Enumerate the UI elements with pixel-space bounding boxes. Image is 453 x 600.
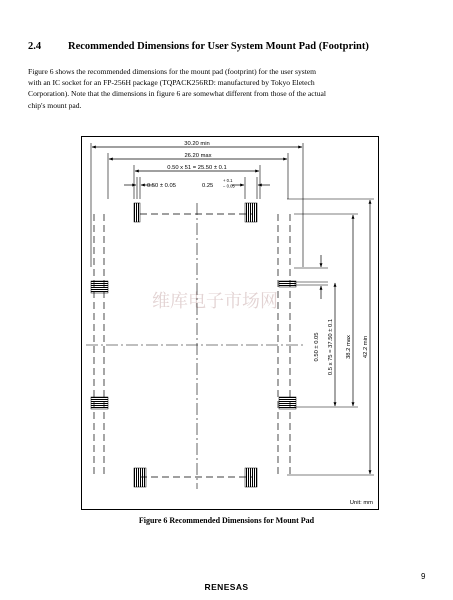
dim-pad-width: 0.50 ± 0.05 [147,183,176,189]
dim-pad-length: 0.25 [202,183,214,189]
figure-caption: Figure 6 Recommended Dimensions for Mount Pad [138,516,315,525]
pad-bottom-right [245,468,257,487]
section-number: 2.4 [28,41,42,52]
footprint-drawing [82,137,380,511]
dim-pitch-span: 0.50 x 51 = 25.50 ± 0.1 [167,165,227,171]
intro-paragraph [28,66,428,111]
unit-label: Unit: mm [349,500,373,506]
pad-right-lower [279,397,296,409]
section-title: Recommended Dimensions for User System Mount Pad (Footprint) [68,41,369,52]
dim-v-min: 42.2 min [363,335,369,359]
dim-v-max: 38.2 max [346,335,352,359]
footprint-figure [81,136,379,510]
pad-top-left [134,203,140,222]
paragraph-line: with an IC socket for an FP-256H package (TQPACK256RD: manufactured by Tokyo Eletech [28,78,315,88]
section-heading [28,41,438,52]
dim-v-pad-width: 0.50 ± 0.05 [314,332,320,362]
paragraph-line: Figure 6 shows the recommended dimensions for the mount pad (footprint) for the user system [28,67,317,76]
package-outline [94,214,290,477]
watermark-text: 维库电子市场网 [152,291,278,312]
pad-left-lower [91,397,108,409]
paragraph-line: Corporation). Note that the dimensions in figure 6 are somewhat different from those of the actual [28,89,327,99]
dim-pad-length-tol-upper: + 0.1 [223,178,233,183]
pad-right-upper [279,281,296,287]
pad-top-right [245,203,257,222]
pad-bottom-left [134,468,146,487]
renesas-logo: RENESAS [204,582,249,592]
dim-pad-length-tol-lower: − 0.05 [223,183,235,189]
dim-overall-min: 30.20 min [184,141,210,147]
paragraph-line: chip's mount pad. [28,100,82,110]
pad-left-upper [91,281,108,293]
dim-v-pitch-span: 0.5 x 75 = 37.50 ± 0.1 [328,318,334,376]
dim-overall-max: 26.20 max [184,153,212,159]
center-lines [86,203,304,489]
page-number: 9 [421,572,426,581]
